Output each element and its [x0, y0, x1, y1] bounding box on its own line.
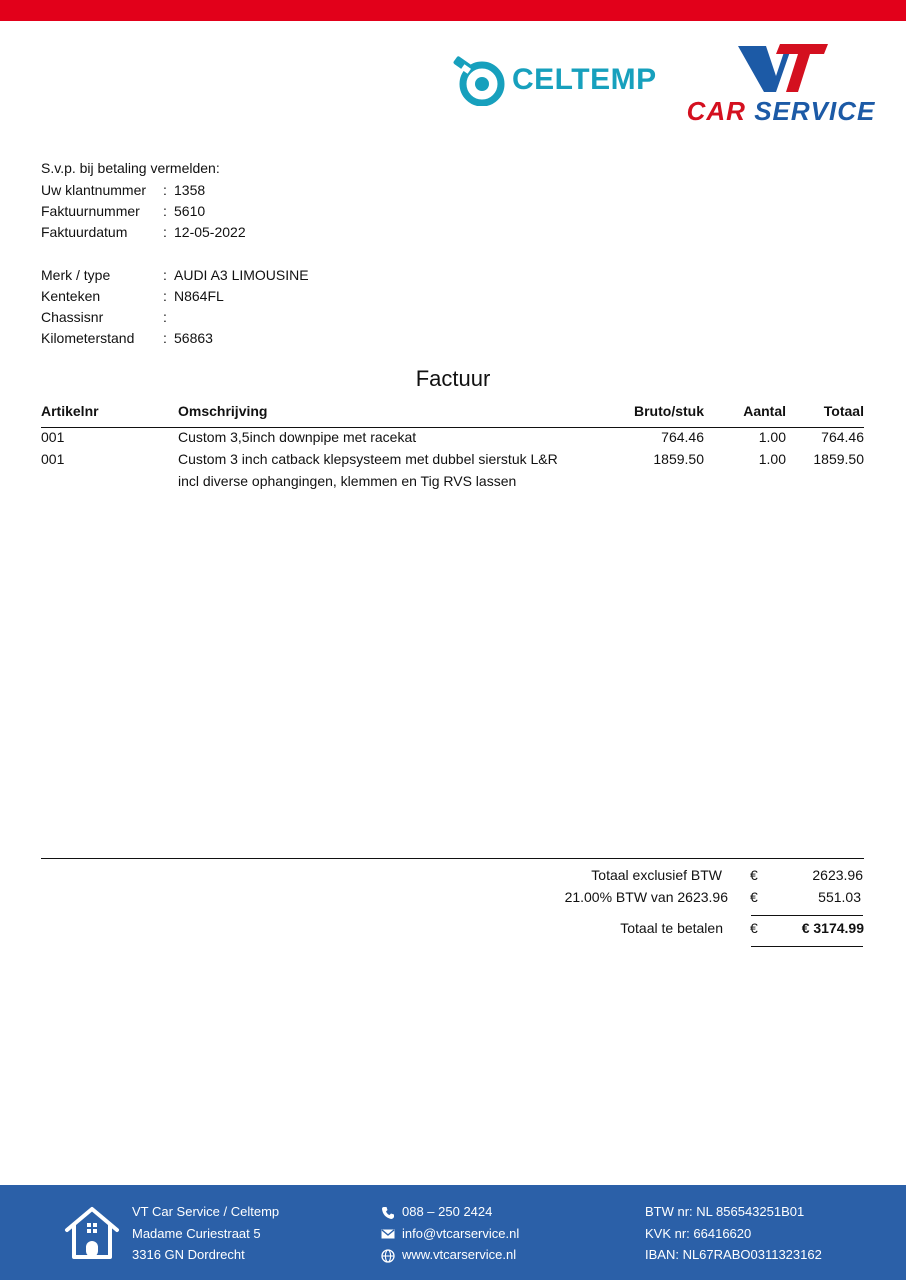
vt-wordmark: CAR SERVICE: [686, 96, 876, 126]
home-icon: [64, 1205, 120, 1261]
celtemp-logo: [452, 56, 657, 108]
grand-total-top-line: [751, 915, 863, 916]
footer-website[interactable]: www.vtcarservice.nl: [402, 1247, 517, 1262]
header-total: Totaal: [823, 403, 864, 419]
header-description: Omschrijving: [178, 403, 268, 419]
customer-row: Uw klantnummer : 1358: [41, 182, 206, 198]
footer-contact: [402, 1201, 519, 1266]
customer-info: [41, 180, 246, 243]
header-divider: [41, 427, 864, 428]
grand-total-bottom-line: [751, 946, 863, 947]
turbo-icon: [452, 56, 508, 106]
globe-icon: [381, 1249, 395, 1263]
vehicle-row: Merk / type : AUDI A3 LIMOUSINE: [41, 267, 309, 283]
footer-kvk: KVK nr: 66416620: [645, 1225, 752, 1241]
vehicle-row: Chassisnr :: [41, 309, 167, 325]
vehicle-row: Kenteken : N864FL: [41, 288, 224, 304]
footer-email[interactable]: info@vtcarservice.nl: [402, 1225, 520, 1241]
grand-total-label: Totaal te betalen: [620, 920, 723, 936]
mail-icon: [381, 1229, 395, 1239]
payment-note: S.v.p. bij betaling vermelden:: [41, 160, 220, 176]
footer-registration: [645, 1201, 822, 1266]
footer: [0, 1185, 906, 1280]
top-red-bar: [0, 0, 906, 21]
vt-car-service-logo: [680, 42, 882, 126]
footer-company: VT Car Service / Celtemp: [132, 1204, 280, 1219]
footer-btw: BTW nr: NL 856543251B01: [645, 1204, 805, 1219]
grand-total-currency: €: [750, 920, 758, 936]
vehicle-info: [41, 265, 309, 349]
footer-phone[interactable]: 088 – 250 2424: [402, 1204, 493, 1219]
total-excl-label: Totaal exclusief BTW: [591, 867, 722, 883]
total-excl-currency: €: [750, 867, 758, 883]
phone-icon: [381, 1206, 395, 1220]
vt-mark-icon: [736, 42, 828, 94]
header-qty: Aantal: [743, 403, 786, 419]
header-article: Artikelnr: [41, 403, 99, 419]
footer-city: 3316 GN Dordrecht: [132, 1247, 245, 1262]
vat-value: 551.03: [818, 889, 861, 905]
customer-row: Faktuurdatum : 12-05-2022: [41, 224, 246, 240]
grand-total-value: € 3174.99: [801, 920, 864, 936]
header-gross: Bruto/stuk: [634, 403, 704, 419]
vat-currency: €: [750, 889, 758, 905]
total-excl-value: 2623.96: [812, 867, 863, 883]
vehicle-row: Kilometerstand : 56863: [41, 330, 213, 346]
celtemp-wordmark: CELTEMP: [512, 63, 657, 96]
vat-label: 21.00% BTW van 2623.96: [564, 889, 728, 905]
footer-address: [132, 1201, 279, 1266]
footer-street: Madame Curiestraat 5: [132, 1225, 261, 1241]
totals-divider: [41, 858, 864, 859]
customer-row: Faktuurnummer : 5610: [41, 203, 206, 219]
invoice-title: Factuur: [415, 366, 491, 391]
footer-iban: IBAN: NL67RABO0311323162: [645, 1247, 822, 1262]
